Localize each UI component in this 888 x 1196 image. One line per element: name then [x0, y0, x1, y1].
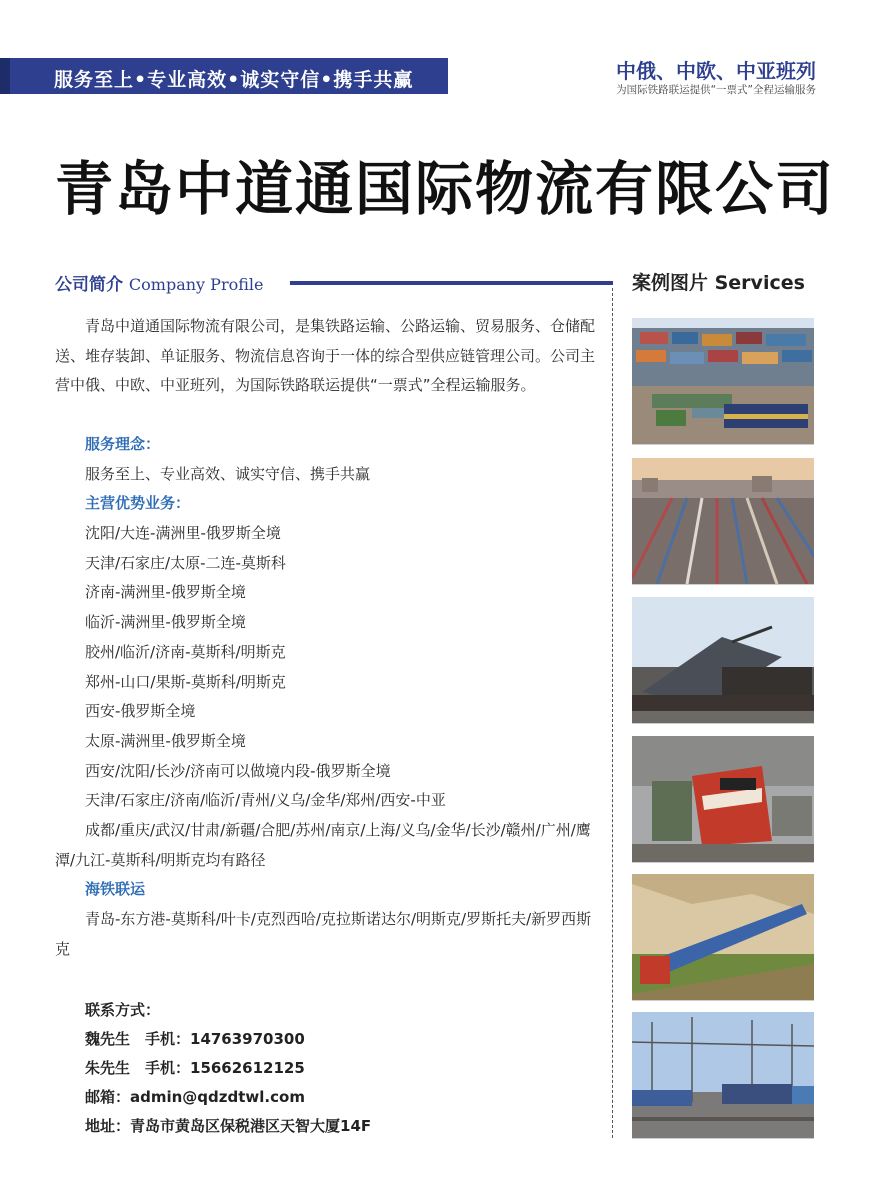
rail-yard-photo	[632, 458, 814, 585]
mountain-train-photo	[632, 874, 814, 1001]
profile-title-en: Company Profile	[128, 275, 264, 294]
column-divider	[612, 288, 613, 1138]
business-list	[55, 430, 595, 964]
red-locomotive-photo	[632, 736, 814, 863]
route-item: 沈阳/大连-满洲里-俄罗斯全境	[85, 524, 281, 543]
philosophy-heading: 服务理念：	[85, 435, 161, 453]
route-item: 太原-满洲里-俄罗斯全境	[85, 731, 246, 750]
route-item: 郑州-山口/果斯-莫斯科/明斯克	[85, 672, 286, 691]
contact-person-1: 魏先生 手机：14763970300	[85, 1030, 305, 1048]
station-trains-photo	[632, 1012, 814, 1139]
company-name: 青岛中道通国际物流有限公司	[55, 155, 836, 223]
loading-crane-photo	[632, 597, 814, 724]
route-item: 天津/石家庄/太原-二连-莫斯科	[85, 553, 286, 572]
profile-heading-rule	[290, 281, 613, 285]
route-item: 西安/沈阳/长沙/济南可以做境内段-俄罗斯全境	[85, 761, 391, 780]
philosophy-text: 服务至上、专业高效、诚实守信、携手共赢	[85, 464, 371, 483]
contact-heading: 联系方式：	[85, 1001, 161, 1019]
route-item: 天津/石家庄/济南/临沂/青州/义乌/金华/郑州/西安-中亚	[85, 791, 446, 810]
sea-rail-heading: 海铁联运	[85, 880, 146, 899]
contact-address: 地址：青岛市黄岛区保税港区天智大厦14F	[85, 1117, 372, 1135]
contact-person-2: 朱先生 手机：15662612125	[85, 1059, 305, 1077]
gallery-title: 案例图片 Services	[632, 272, 805, 294]
routes-subtitle: 为国际铁路联运提供“一票式”全程运输服务	[616, 84, 816, 96]
company-intro: 青岛中道通国际物流有限公司，是集铁路运输、公路运输、贸易服务、仓储配送、堆存装卸、单证服务、物流信息咨询于一体的综合型供应链管理公司。公司主营中俄、中欧、中亚班列，为国际铁路联运提供“一票式”全程运输服务。	[55, 317, 596, 394]
business-heading: 主营优势业务：	[85, 494, 191, 513]
route-item: 济南-满洲里-俄罗斯全境	[85, 583, 246, 602]
slogan-text: 服务至上•专业高效•诚实守信•携手共赢	[54, 69, 414, 91]
route-item-long: 成都/重庆/武汉/甘肃/新疆/合肥/苏州/南京/上海/义乌/金华/长沙/赣州/广州/鹰潭/九江-莫斯科/明斯克均有路径	[55, 820, 591, 869]
slogan-banner	[0, 58, 448, 94]
container-yard-photo	[632, 318, 814, 445]
profile-heading	[55, 270, 263, 295]
profile-title-cn: 公司简介	[55, 275, 123, 295]
route-item: 胶州/临沂/济南-莫斯科/明斯克	[85, 642, 286, 661]
contact-email: 邮箱：admin@qdzdtwl.com	[85, 1088, 305, 1106]
routes-title: 中俄、中欧、中亚班列	[616, 59, 816, 83]
contact-block	[85, 996, 371, 1141]
route-item: 西安-俄罗斯全境	[85, 702, 196, 721]
route-item: 临沂-满洲里-俄罗斯全境	[85, 613, 246, 632]
sea-rail-text: 青岛-东方港-莫斯科/叶卡/克烈西哈/克拉斯诺达尔/明斯克/罗斯托夫/新罗西斯克	[55, 910, 592, 958]
